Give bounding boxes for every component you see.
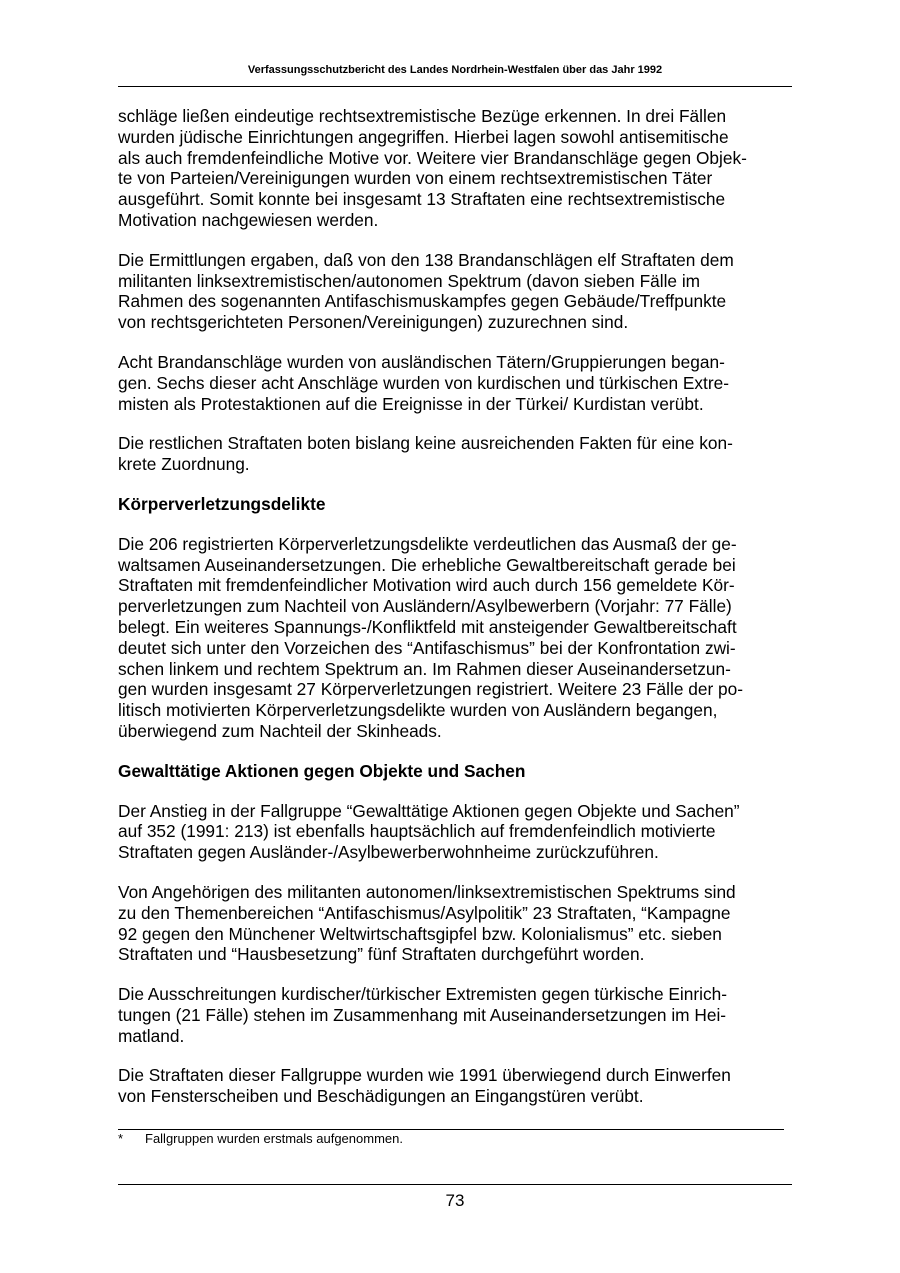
paragraph: Die Ermittlungen ergaben, daß von den 138 Brandanschlägen elf Straftaten dem militanten linksextremistischen/autonomen Spektrum (davon sieben Fälle im Rahmen des sogenannten Antifaschismuskampfes gegen Gebäude/Treffpunkte von rechtsgerichteten Personen/Vereinigungen) zuzurechnen sind. xyxy=(118,249,734,333)
section-heading-koerperverletzung: Körperverletzungsdelikte xyxy=(118,493,326,514)
paragraph: Die 206 registrierten Körperverletzungsdelikte verdeutlichen das Ausmaß der ge- waltsamen Auseinandersetzungen. Die erhebliche Gewaltbereitschaft gerade bei Straftaten mit fremdenfeindlicher Motivation wird auch durch 156 gemeldete Kör- perverletzungen zum Nachteil von Ausländern/Asylbewerbern (Vorjahr: 77 Fälle) belegt. Ein weiteres Spannungs-/Konfliktfeld mit ansteigender Gewaltbereitschaft deutet sich unter den Vorzeichen des “Antifaschismus” bei der Konfrontation zwi- schen linkem und rechtem Spektrum an. Im Rahmen dieser Auseinandersetzun- gen wurden insgesamt 27 Körperverletzungen registriert. Weitere 23 Fälle der po- litisch motivierten Körperverletzungsdelikte wurden von Ausländern begangen, überwiegend zum Nachteil der Skinheads. xyxy=(118,533,744,741)
footnote-divider xyxy=(118,1129,784,1130)
page-number: 73 xyxy=(445,1191,465,1210)
footnote xyxy=(118,1131,784,1147)
footnote-text: Fallgruppen wurden erstmals aufgenommen. xyxy=(145,1131,403,1146)
section-heading-gewalt: Gewalttätige Aktionen gegen Objekte und Sachen xyxy=(118,760,526,781)
body-text xyxy=(118,106,778,1126)
paragraph: Die Straftaten dieser Fallgruppe wurden wie 1991 überwiegend durch Einwerfen von Fensterscheiben und Beschädigungen an Eingangstüren verübt. xyxy=(118,1065,731,1107)
footnote-mark: * xyxy=(118,1131,124,1146)
page-header: Verfassungsschutzbericht des Landes Nordrhein-Westfalen über das Jahr 1992 xyxy=(247,64,663,76)
paragraph: Der Anstieg in der Fallgruppe “Gewalttätige Aktionen gegen Objekte und Sachen” auf 352 (1991: 213) ist ebenfalls hauptsächlich auf fremdenfeindlich motivierte Straftaten gegen Ausländer-/Asylbewerberwohnheime zurückzuführen. xyxy=(118,800,740,863)
footer-divider xyxy=(118,1184,792,1185)
header-divider xyxy=(118,86,792,87)
paragraph: Von Angehörigen des militanten autonomen/linksextremistischen Spektrums sind zu den Themenbereichen “Antifaschismus/Asylpolitik” 23 Straftaten, “Kampagne 92 gegen den Münchener Weltwirtschaftsgipfel bzw. Kolonialismus” etc. sieben Straftaten und “Hausbesetzung” fünf Straftaten durchgeführt worden. xyxy=(118,881,736,965)
paragraph: Acht Brandanschläge wurden von ausländischen Tätern/Gruppierungen began- gen. Sechs dieser acht Anschläge wurden von kurdischen und türkischen Extre- misten als Protestaktionen auf die Ereignisse in der Türkei/ Kurdistan verübt. xyxy=(118,351,729,414)
paragraph: schläge ließen eindeutige rechtsextremistische Bezüge erkennen. In drei Fällen wurden jüdische Einrichtungen angegriffen. Hierbei lagen sowohl antisemitische als auch fremdenfeindliche Motive vor. Weitere vier Brandanschläge gegen Objek- te von Parteien/Vereinigungen wurden von einem rechtsextremistischen Täter ausgeführt. Somit konnte bei insgesamt 13 Straftaten eine rechtsextremistische Motivation nachgewiesen werden. xyxy=(118,106,747,230)
paragraph: Die Ausschreitungen kurdischer/türkischer Extremisten gegen türkische Einrich- tungen (21 Fälle) stehen im Zusammenhang mit Auseinandersetzungen im Hei- matland. xyxy=(118,984,727,1046)
paragraph: Die restlichen Straftaten boten bislang keine ausreichenden Fakten für eine kon- krete Zuordnung. xyxy=(118,433,733,475)
